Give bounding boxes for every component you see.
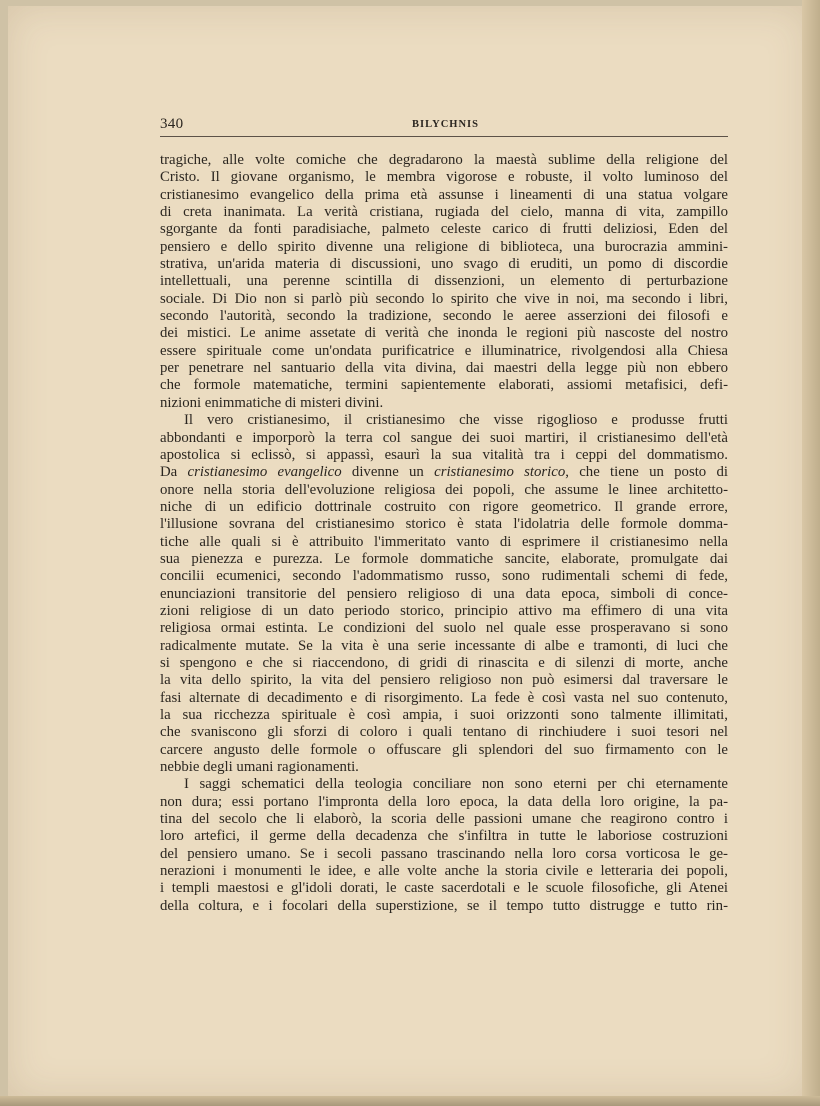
text-line: essere spirituale come un'ondata purificatrice e illuminatrice, rivolgendosi alla Chiesa: [160, 342, 728, 359]
text-line: pensiero e dello spirito divenne una religione di biblioteca, una burocrazia ammini-: [160, 238, 728, 255]
text-fragment: divenne un: [341, 464, 435, 481]
text-line: I saggi schematici della teologia conciliare non sono eterni per chi eternamente: [184, 776, 728, 793]
text-line: abbondanti e imporporò la terra col sangue dei suoi martiri, il cristianesimo dell'età: [160, 429, 728, 446]
text-line: per penetrare nel santuario della vita divina, dai maestri della legge più non ebbero: [160, 360, 728, 377]
italic-term: cristianesimo storico: [434, 464, 566, 481]
text-line: che svaniscono gli sforzi di coloro i quali tentano di rinchiudere i suoi tesori nel: [160, 724, 728, 741]
text-line: religiosa ormai estinta. Le condizioni del suolo nel quale esse prosperavano si sono: [160, 620, 728, 637]
text-line: i templi maestosi e gl'idoli dorati, le caste sacerdotali e le scuole filosofiche, gli Atenei: [160, 880, 728, 897]
text-line: l'illusione sovrana del cristianesimo storico è stata l'idolatria delle formole domma-: [160, 516, 728, 533]
text-line: niche di un edificio dottrinale costruito con rigore geometrico. Il grande errore,: [160, 498, 728, 515]
text-line: carcere angusto delle formole o offuscare gli splendori del suo firmamento con le: [160, 741, 728, 758]
text-line: secondo l'autorità, secondo la tradizione, secondo le aeree asserzioni dei filosofi e: [160, 308, 728, 325]
text-line: di creta inanimata. La verità cristiana, rugiada del cielo, manna di vita, zampillo: [160, 204, 728, 221]
body-text: [160, 152, 728, 915]
text-line: sgorgante da fonti paradisiache, palmeto celeste carico di frutti deliziosi, Eden del: [160, 221, 728, 238]
text-line: tina del secolo che li elaborò, la scoria delle passioni umane che reagirono contro i: [160, 811, 728, 828]
text-line: fasi alternate di decadimento e di risorgimento. La fede è così vasta nel suo contenuto,: [160, 689, 728, 706]
text-line: si spengono e che si riaccendono, di gridi di rinascita e di silenzi di morte, anche: [160, 654, 728, 671]
page-edge-bottom: [0, 1096, 820, 1106]
text-line: dei mistici. Le anime assetate di verità che inonda le regioni più nascoste del nostro: [160, 325, 728, 342]
text-line: apostolica si eclissò, si appassì, esaurì la sua vitalità tra i ceppi del dommatismo.: [160, 446, 728, 463]
text-line: Il vero cristianesimo, il cristianesimo che visse rigoglioso e produsse frutti: [184, 412, 728, 429]
text-line: non dura; essi portano l'impronta della loro epoca, la data della loro origine, la pa-: [160, 793, 728, 810]
text-line: zioni religiose di un dato periodo storico, principio attivo ma effimero di una vita: [160, 602, 728, 619]
page-number: 340: [160, 116, 184, 132]
text-line: tiche alle quali si è attribuito l'immeritato vanto di esprimere il cristianesimo nella: [160, 533, 728, 550]
text-line: loro artefici, il germe della decadenza che s'infiltra in tutte le laboriose costruzioni: [160, 828, 728, 845]
text-line: nebbie degli umani ragionamenti.: [160, 759, 359, 776]
text-line: nerazioni i monumenti le idee, e alle volte anche la storia civile e letteraria dei popoli,: [160, 863, 728, 880]
text-line: che formole matematiche, termini sapientemente elaborati, assiomi metafisici, defi-: [160, 377, 728, 394]
text-line: intellettuali, una perenne scintilla di dissenzioni, un elemento di perturbazione: [160, 273, 728, 290]
text-line: onore nella storia dell'evoluzione religiosa dei popoli, che assume le linee architetto-: [160, 481, 728, 498]
italic-term: cristianesimo evangelico: [187, 464, 342, 481]
text-fragment: , che tiene un posto di: [565, 464, 728, 481]
page-edge-right: [802, 0, 820, 1106]
text-line: sua pienezza e purezza. Le formole dommatiche sancite, elaborate, promulgate dai: [160, 550, 728, 567]
text-line: nizioni enimmatiche di misteri divini.: [160, 394, 384, 411]
text-line: Cristo. Il giovane organismo, le membra vigorose e robuste, il volto luminoso del: [160, 169, 728, 186]
text-line-with-italics: [160, 464, 728, 481]
page-header: [160, 114, 728, 137]
text-line: della coltura, e i focolari della superstizione, se il tempo tutto distrugge e tutto rin-: [160, 897, 728, 914]
text-line: concilii ecumenici, secondo l'adommatismo russo, sono rudimentali schemi di fede,: [160, 568, 728, 585]
text-line: radicalmente mutate. Se la vita è una serie incessante di albe e tramonti, di luci che: [160, 637, 728, 654]
text-line: cristianesimo evangelico della prima età assunse i lineamenti di una statua volgare: [160, 186, 728, 203]
text-line: tragiche, alle volte comiche che degradarono la maestà sublime della religione del: [160, 152, 728, 168]
text-line: la sua ricchezza spirituale è così ampia, i suoi orizzonti sono talmente illimitati,: [160, 707, 728, 723]
text-line: sociale. Di Dio non si parlò più secondo lo spirito che vive in noi, ma secondo i libri,: [160, 290, 728, 307]
text-line: strativa, un'arida materia di discussioni, uno svago di eruditi, un pomo di discordie: [160, 256, 728, 273]
text-line: enunciazioni transitorie del pensiero religioso di una data epoca, simboli di conce-: [160, 585, 728, 602]
running-title: BILYCHNIS: [412, 119, 479, 130]
text-line: la vita dello spirito, la vita del pensiero religioso non può esimersi dal traversare le: [160, 672, 728, 689]
text-line: del pensiero umano. Se i secoli passano trascinando nella loro corsa vorticosa le ge-: [160, 845, 728, 862]
text-fragment: Da: [160, 464, 188, 481]
